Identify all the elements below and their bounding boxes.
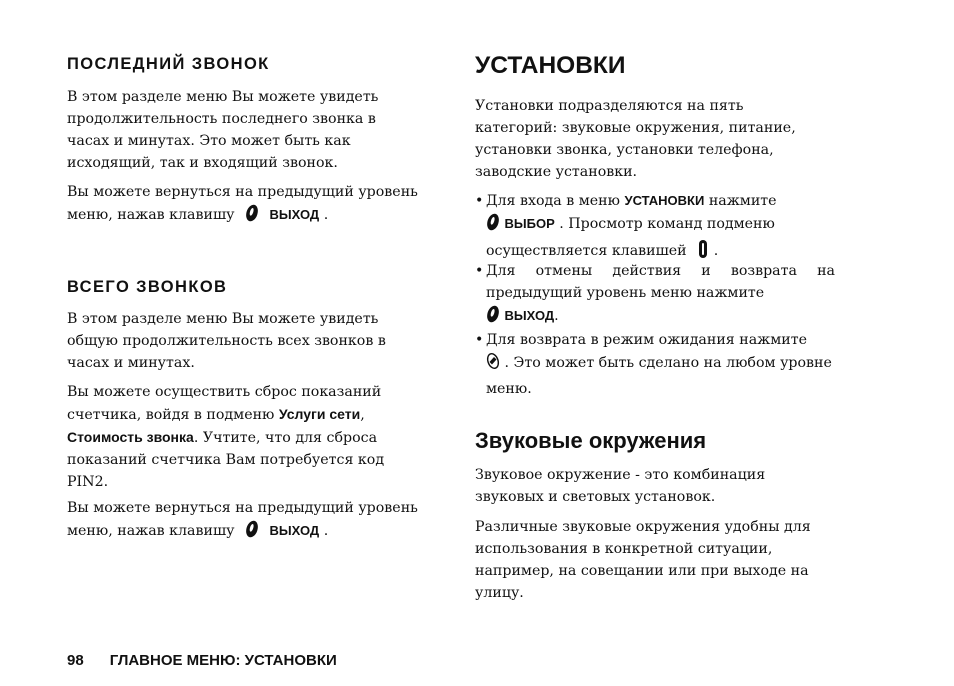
bullet3-text-a: Для возврата в режим ожидания нажмите — [486, 332, 807, 348]
last-call-back-text: Вы можете вернуться на предыдущий уровень меню, нажав клавишу — [67, 184, 418, 223]
reset-note-end: . Учтите, что для сброса показаний счетчика Вам потребуется код PIN2. — [67, 430, 385, 490]
settings-intro: Установки подразделяются на пять категорий: звуковые окружения, питание, установки звонка, установки телефона, заводские установки. — [475, 98, 796, 180]
bullet-marker: • — [475, 263, 484, 279]
exit-key-label: ВЫХОД — [269, 523, 320, 538]
all-calls-description: В этом разделе меню Вы можете увидеть общую продолжительность всех звонков в часах и минутах. — [67, 311, 386, 371]
all-calls-heading: ВСЕГО ЗВОНКОВ — [67, 278, 228, 296]
bullet3-text-b: . Это может быть сделано на любом уровне меню. — [486, 355, 832, 397]
bullet1-text-a: Для входа в меню — [486, 193, 625, 209]
bullet1-text-c: . Просмотр команд подменю осуществляется клавишей — [486, 216, 775, 259]
select-key-label: ВЫБОР — [504, 216, 555, 231]
menu-network-services: Услуги сети — [278, 406, 361, 422]
end-call-key-icon — [486, 351, 500, 378]
page-number: 98 — [67, 652, 84, 669]
bullet-standby — [475, 329, 840, 400]
last-call-description: В этом разделе меню Вы можете увидеть продолжительность последнего звонка в часах и минутах. Это может быть как исходящий, так и входящий звонок. — [67, 89, 379, 171]
menu-call-cost: Стоимость звонка — [67, 429, 194, 445]
last-call-heading: ПОСЛЕДНИЙ ЗВОНОК — [67, 55, 270, 73]
softkey-icon — [245, 519, 259, 546]
bullet-enter-menu — [475, 190, 840, 266]
softkey-icon — [245, 203, 259, 230]
reset-note-text: Вы можете осуществить сброс показаний счетчика, войдя в подменю — [67, 384, 382, 423]
section-title: ГЛАВНОЕ МЕНЮ: УСТАНОВКИ — [109, 652, 337, 669]
profiles-usage: Различные звуковые окружения удобны для использования в конкретной ситуации, например, на совещании или при выходе на улицу. — [475, 519, 811, 601]
exit-key-label: ВЫХОД — [504, 308, 555, 323]
period: . — [713, 243, 719, 259]
softkey-icon — [486, 212, 500, 239]
profiles-definition: Звуковое окружение - это комбинация звуковых и световых установок. — [475, 467, 766, 505]
menu-settings-label: УСТАНОВКИ — [624, 193, 705, 208]
page-footer — [67, 652, 337, 669]
period: . — [554, 308, 559, 324]
period: . — [323, 523, 329, 539]
bullet-cancel — [475, 260, 835, 331]
bullet2-text: Для отмены действия и возврата на предыдущий уровень меню нажмите — [486, 263, 835, 301]
all-calls-reset-note — [67, 381, 427, 493]
comma: , — [360, 407, 365, 423]
period: . — [323, 207, 329, 223]
bullet-marker: • — [475, 332, 484, 348]
profiles-heading: Звуковые окружения — [475, 428, 707, 453]
softkey-icon — [486, 304, 500, 331]
last-call-back-note — [67, 181, 427, 230]
bullet-marker: • — [475, 193, 484, 209]
all-calls-back-note — [67, 497, 427, 546]
settings-heading: УСТАНОВКИ — [475, 52, 626, 79]
exit-key-label: ВЫХОД — [269, 207, 320, 222]
all-calls-back-text: Вы можете вернуться на предыдущий уровень меню, нажав клавишу — [67, 500, 418, 539]
bullet1-text-b: нажмите — [704, 193, 777, 209]
